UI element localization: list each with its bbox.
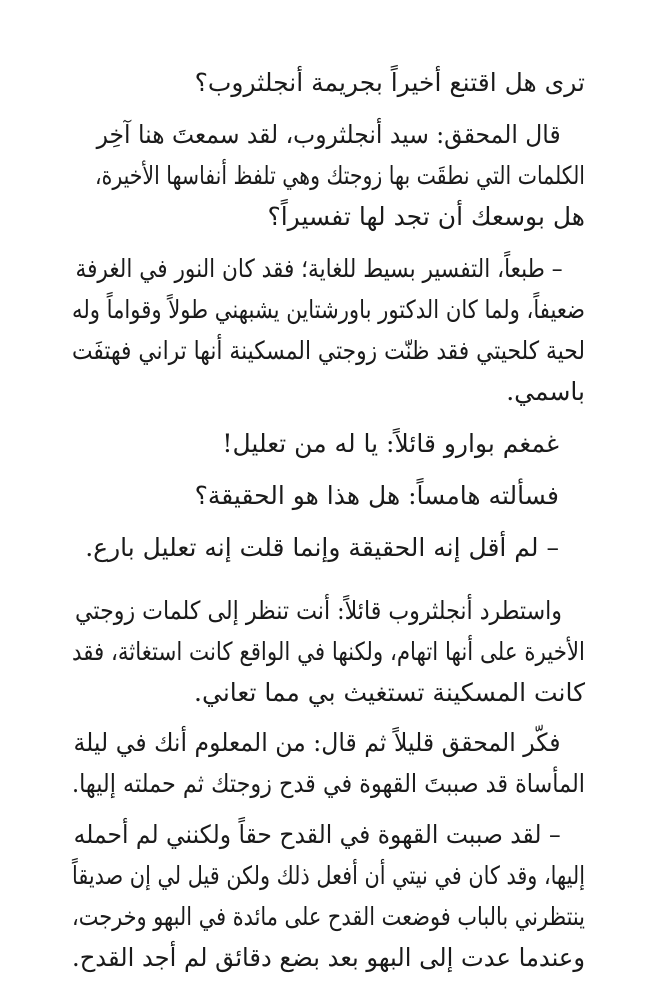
text-line: الكلمات التي نطقَت بها زوجتك وهي تلفظ أنفاسها الأخيرة، — [95, 161, 585, 190]
text-line: إليها، وقد كان في نيتي أن أفعل ذلك ولكن قيل لي إن صديقاً — [71, 861, 585, 890]
text-line: ترى هل اقتنع أخيراً بجريمة أنجلثروب؟ — [194, 68, 585, 97]
paragraph-clever-explanation — [72, 527, 585, 568]
text-line: الأخيرة على أنها اتهام، ولكنها في الواقع كانت استغاثة، فقد — [72, 637, 586, 666]
text-line: فكّر المحقق قليلاً ثم قال: من المعلوم أنك في ليلة — [73, 728, 561, 757]
text-line: قال المحقق: سيد أنجلثروب، لقد سمعتَ هنا آخِر — [96, 120, 561, 149]
text-line: – لقد صببت القهوة في القدح حقاً ولكنني لم أحمله — [73, 820, 561, 849]
text-line: كانت المسكينة تستغيث بي مما تعاني. — [194, 678, 585, 707]
paragraph-poirot-mutter — [72, 423, 585, 464]
paragraph-investigator-speech — [95, 114, 585, 237]
paragraph-coffee-cup — [72, 722, 585, 804]
text-line: غمغم بوارو قائلاً: يا له من تعليل! — [222, 429, 559, 458]
paragraph-hall-table — [72, 814, 585, 978]
text-line: المأساة قد صببتَ القهوة في قدح زوجتك ثم حملته إليها. — [72, 769, 585, 798]
text-line: – لم أقل إنه الحقيقة وإنما قلت إنه تعليل بارع. — [85, 533, 559, 562]
text-line: واستطرد أنجلثروب قائلاً: أنت تنظر إلى كلمات زوجتي — [74, 596, 562, 625]
text-line: هل بوسعك أن تجد لها تفسيراً؟ — [267, 202, 585, 231]
paragraph-appeal — [72, 590, 585, 713]
paragraph-question — [72, 62, 585, 103]
text-line: وعندما عدت إلى البهو بعد بضع دقائق لم أجد القدح. — [72, 943, 586, 972]
text-line: لحية كلحيتي فقد ظنّت زوجتي المسكينة أنها تراني فهتفَت — [71, 336, 586, 365]
text-line: باسمي. — [506, 377, 585, 406]
text-line: – طبعاً، التفسير بسيط للغاية؛ فقد كان النور في الغرفة — [75, 254, 563, 283]
text-line: فسألته هامساً: هل هذا هو الحقيقة؟ — [194, 481, 559, 510]
paragraph-whisper-question — [72, 475, 585, 516]
paragraph-explanation — [72, 248, 585, 412]
text-line: ضعيفاً، ولما كان الدكتور باورشتاين يشبهني طولاً وقواماً وله — [72, 295, 586, 324]
text-line: ينتظرني بالباب فوضعت القدح على مائدة في البهو وخرجت، — [72, 902, 585, 931]
